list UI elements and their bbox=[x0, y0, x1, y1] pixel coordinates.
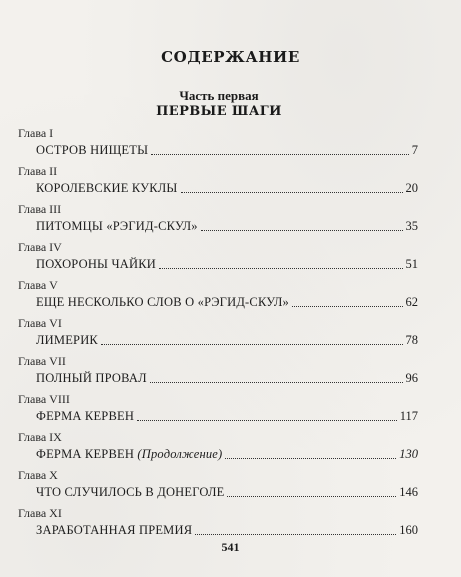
toc-entry bbox=[18, 275, 418, 313]
toc-entry bbox=[18, 237, 418, 275]
dot-leader bbox=[225, 457, 396, 459]
chapter-label: Глава III bbox=[18, 202, 62, 216]
toc-entry bbox=[18, 123, 418, 161]
chapter-label: Глава VIII bbox=[18, 392, 70, 406]
part-title: ПЕРВЫЕ ШАГИ bbox=[156, 104, 282, 119]
contents-heading: СОДЕРЖАНИЕ bbox=[161, 48, 300, 66]
toc-entry bbox=[18, 503, 418, 541]
chapter-title: ОСТРОВ НИЩЕТЫ bbox=[36, 143, 149, 157]
dot-leader bbox=[101, 343, 403, 345]
chapter-title: ПИТОМЦЫ «РЭГИД-СКУЛ» bbox=[36, 219, 198, 233]
page-reference: 51 bbox=[405, 257, 418, 271]
toc-entry bbox=[18, 313, 418, 351]
chapter-title: КОРОЛЕВСКИЕ КУКЛЫ bbox=[36, 181, 178, 195]
part-label: Часть первая bbox=[179, 88, 259, 103]
toc-row bbox=[36, 294, 418, 310]
chapter-title-text: ФЕРМА КЕРВЕН bbox=[36, 447, 135, 461]
chapter-title bbox=[36, 447, 222, 462]
toc-row bbox=[36, 522, 418, 538]
toc-entry bbox=[18, 199, 418, 237]
chapter-label: Глава VII bbox=[18, 354, 66, 368]
page-reference: 160 bbox=[399, 523, 418, 537]
toc-row bbox=[36, 332, 418, 348]
dot-leader bbox=[150, 381, 403, 383]
toc-entry bbox=[18, 351, 418, 389]
chapter-label: Глава V bbox=[18, 278, 58, 292]
dot-leader bbox=[137, 419, 397, 421]
chapter-title: ФЕРМА КЕРВЕН bbox=[36, 409, 135, 423]
toc-entry bbox=[18, 427, 418, 465]
toc-row bbox=[36, 408, 418, 424]
page-reference: 117 bbox=[399, 409, 418, 423]
chapter-subtitle: (Продолжение) bbox=[137, 447, 223, 461]
chapter-label: Глава I bbox=[18, 126, 54, 140]
chapter-title: ПОЛНЫЙ ПРОВАЛ bbox=[36, 371, 147, 385]
page-reference: 96 bbox=[405, 371, 418, 385]
toc-entry bbox=[18, 465, 418, 503]
toc-row bbox=[36, 446, 418, 462]
toc-row bbox=[36, 180, 418, 196]
page-reference: 78 bbox=[405, 333, 418, 347]
chapter-title: ЗАРАБОТАННАЯ ПРЕМИЯ bbox=[36, 523, 193, 537]
chapter-title: ЕЩЕ НЕСКОЛЬКО СЛОВ О «РЭГИД-СКУЛ» bbox=[36, 295, 290, 309]
page-reference: 20 bbox=[405, 181, 418, 195]
page-reference: 146 bbox=[399, 485, 418, 499]
toc-entry bbox=[18, 161, 418, 199]
toc-row bbox=[36, 256, 418, 272]
dot-leader bbox=[292, 305, 402, 307]
chapter-label: Глава IV bbox=[18, 240, 62, 254]
page-number: 541 bbox=[221, 540, 240, 554]
page-reference: 35 bbox=[405, 219, 418, 233]
toc-entry bbox=[18, 389, 418, 427]
toc-row bbox=[36, 142, 418, 158]
toc-row bbox=[36, 370, 418, 386]
toc-entries bbox=[18, 123, 418, 541]
chapter-label: Глава II bbox=[18, 164, 58, 178]
chapter-title: ЛИМЕРИК bbox=[36, 333, 98, 347]
page-reference: 62 bbox=[405, 295, 418, 309]
dot-leader bbox=[227, 495, 396, 497]
dot-leader bbox=[201, 229, 403, 231]
dot-leader bbox=[159, 267, 402, 269]
dot-leader bbox=[181, 191, 403, 193]
chapter-title: ЧТО СЛУЧИЛОСЬ В ДОНЕГОЛЕ bbox=[36, 485, 225, 499]
dot-leader bbox=[195, 533, 396, 535]
chapter-title: ПОХОРОНЫ ЧАЙКИ bbox=[36, 257, 157, 271]
chapter-label: Глава VI bbox=[18, 316, 62, 330]
page-reference: 130 bbox=[399, 447, 418, 461]
toc-row bbox=[36, 218, 418, 234]
toc-row bbox=[36, 484, 418, 500]
page-reference: 7 bbox=[411, 143, 418, 157]
chapter-label: Глава IX bbox=[18, 430, 62, 444]
chapter-label: Глава X bbox=[18, 468, 58, 482]
chapter-label: Глава XI bbox=[18, 506, 62, 520]
dot-leader bbox=[151, 153, 409, 155]
